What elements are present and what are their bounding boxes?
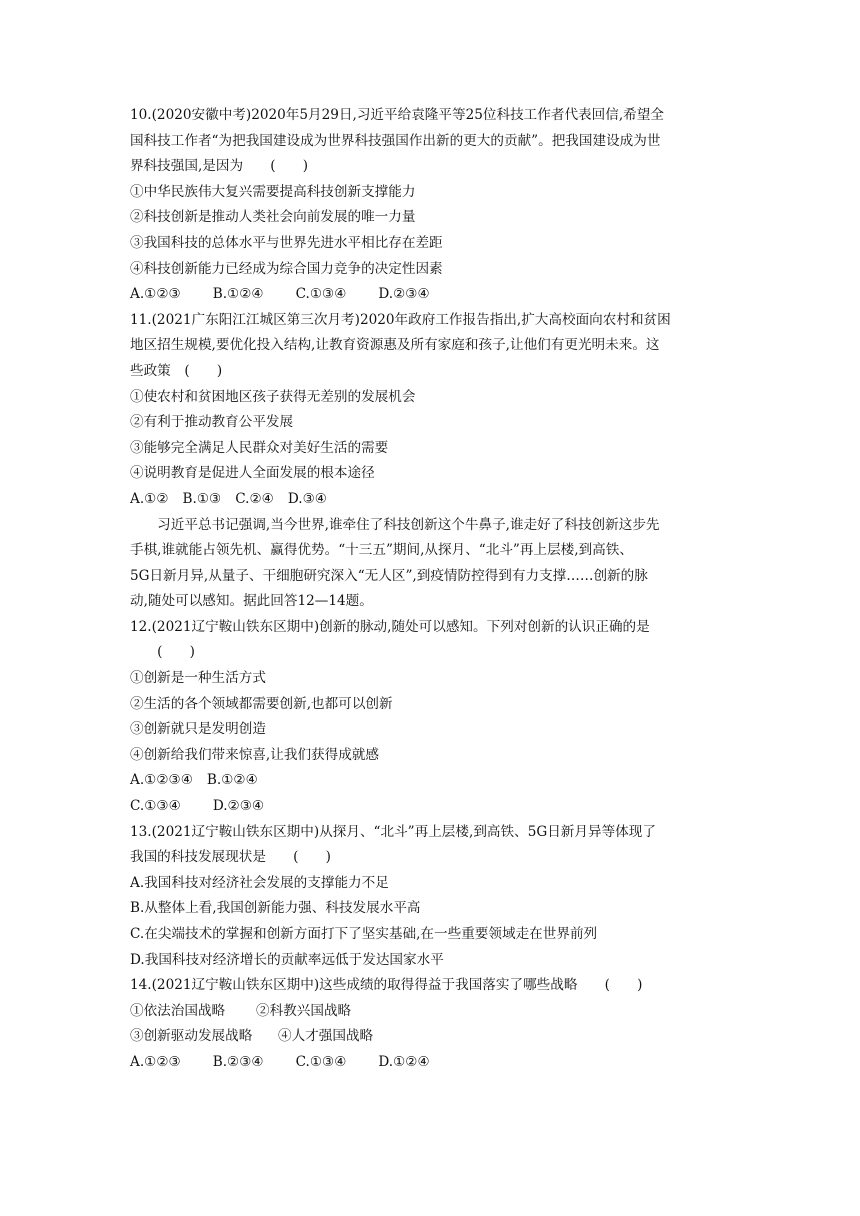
statement-item: ①创新是一种生活方式 <box>130 670 266 687</box>
question-stem-line: 界科技强国,是因为 ( ) <box>130 158 309 175</box>
option-b: B.①③ <box>182 490 222 507</box>
question-stem-line: 我国的科技发展现状是 ( ) <box>130 849 331 866</box>
statement-item: ③创新驱动发展战略 <box>130 1028 253 1045</box>
option-a: A.①②③ <box>130 286 181 303</box>
statement-item: ④科技创新能力已经成为综合国力竞争的决定性因素 <box>130 260 443 277</box>
answer-options-row-1 <box>130 768 730 794</box>
question-10 <box>130 103 730 308</box>
statement-item: ①依法治国战略 <box>130 1002 226 1019</box>
passage-line: 手棋,谁就能占领先机、赢得优势。“十三五”期间,从探月、“北斗”再上层楼,到高铁、 <box>130 542 633 559</box>
question-stem-line: 10.(2020安徽中考)2020年5月29日,习近平给袁隆平等25位科技工作者代表回信,希望全 <box>130 107 664 123</box>
option-c: C.在尖端技术的掌握和创新方面打下了坚实基础,在一些重要领域走在世界前列 <box>130 926 598 942</box>
question-11 <box>130 308 730 513</box>
statement-items-row-2 <box>130 1024 730 1050</box>
statement-item: ④人才强国战略 <box>278 1028 374 1045</box>
question-14 <box>130 973 730 1075</box>
question-stem-line: 12.(2021辽宁鞍山铁东区期中)创新的脉动,随处可以感知。下列对创新的认识正确的是 <box>130 618 650 635</box>
answer-options <box>130 1050 730 1076</box>
question-12 <box>130 615 730 820</box>
question-stem-line: ( ) <box>130 644 195 661</box>
question-stem-line: 地区招生规模,要优化投入结构,让教育资源惠及所有家庭和孩子,让他们有更光明未来。这 <box>130 337 660 354</box>
option-d: D.②③④ <box>212 798 265 815</box>
question-stem-line: 国科技工作者“为把我国建设成为世界科技强国作出新的更大的贡献”。把我国建设成为世 <box>130 132 661 149</box>
option-b: B.②③④ <box>212 1053 264 1070</box>
passage-line: 习近平总书记强调,当今世界,谁牵住了科技创新这个牛鼻子,谁走好了科技创新这步先 <box>130 516 660 533</box>
answer-options-row-2 <box>130 794 730 820</box>
option-a: A.①②③④ <box>130 772 193 789</box>
statement-item: ③能够完全满足人民群众对美好生活的需要 <box>130 439 389 456</box>
statement-item: ③创新就只是发明创造 <box>130 721 266 738</box>
statement-item: ②有利于推动教育公平发展 <box>130 414 294 431</box>
question-stem-line: 14.(2021辽宁鞍山铁东区期中)这些成绩的取得得益于我国落实了哪些战略 ( ) <box>130 977 643 994</box>
statement-item: ④创新给我们带来惊喜,让我们获得成就感 <box>130 746 380 763</box>
option-b: B.①②④ <box>212 286 264 303</box>
reading-passage <box>130 513 730 615</box>
option-d: D.②③④ <box>378 286 430 303</box>
option-c: C.①③④ <box>130 798 181 815</box>
passage-line: 动,随处可以感知。据此回答12—14题。 <box>130 593 373 610</box>
option-d: D.③④ <box>287 490 327 507</box>
option-a: A.①② <box>130 490 169 507</box>
option-a: A.①②③ <box>130 1053 181 1070</box>
option-a: A.我国科技对经济社会发展的支撑能力不足 <box>130 874 389 891</box>
option-d: D.①②④ <box>378 1053 430 1070</box>
question-13 <box>130 820 730 974</box>
option-c: C.①③④ <box>295 1053 347 1070</box>
question-stem-line: 11.(2021广东阳江江城区第三次月考)2020年政府工作报告指出,扩大高校面向农村和贫困 <box>130 311 671 328</box>
question-content <box>130 103 730 1076</box>
statement-item: ②科技创新是推动人类社会向前发展的唯一力量 <box>130 209 416 226</box>
statement-item: ②生活的各个领域都需要创新,也都可以创新 <box>130 695 393 712</box>
passage-line: 5G日新月异,从量子、干细胞研究深入“无人区”,到疫情防控得到有力支撑……创新的脉 <box>130 567 648 584</box>
option-c: C.②④ <box>235 490 274 507</box>
statement-item: ①使农村和贫困地区孩子获得无差别的发展机会 <box>130 388 416 405</box>
option-d: D.我国科技对经济增长的贡献率远低于发达国家水平 <box>130 951 444 968</box>
statement-item: ④说明教育是促进人全面发展的根本途径 <box>130 465 375 482</box>
option-c: C.①③④ <box>295 286 347 303</box>
question-stem-line: 些政策 ( ) <box>130 362 223 379</box>
statement-item: ③我国科技的总体水平与世界先进水平相比存在差距 <box>130 234 443 251</box>
statement-item: ②科教兴国战略 <box>256 1002 352 1019</box>
question-stem-line: 13.(2021辽宁鞍山铁东区期中)从探月、“北斗”再上层楼,到高铁、5G日新月异等体现了 <box>130 823 656 840</box>
answer-options <box>130 282 730 308</box>
answer-options <box>130 487 730 513</box>
option-b: B.①②④ <box>206 772 258 789</box>
option-b: B.从整体上看,我国创新能力强、科技发展水平高 <box>130 900 421 917</box>
statement-items-row-1 <box>130 999 730 1025</box>
statement-item: ①中华民族伟大复兴需要提高科技创新支撑能力 <box>130 183 416 200</box>
